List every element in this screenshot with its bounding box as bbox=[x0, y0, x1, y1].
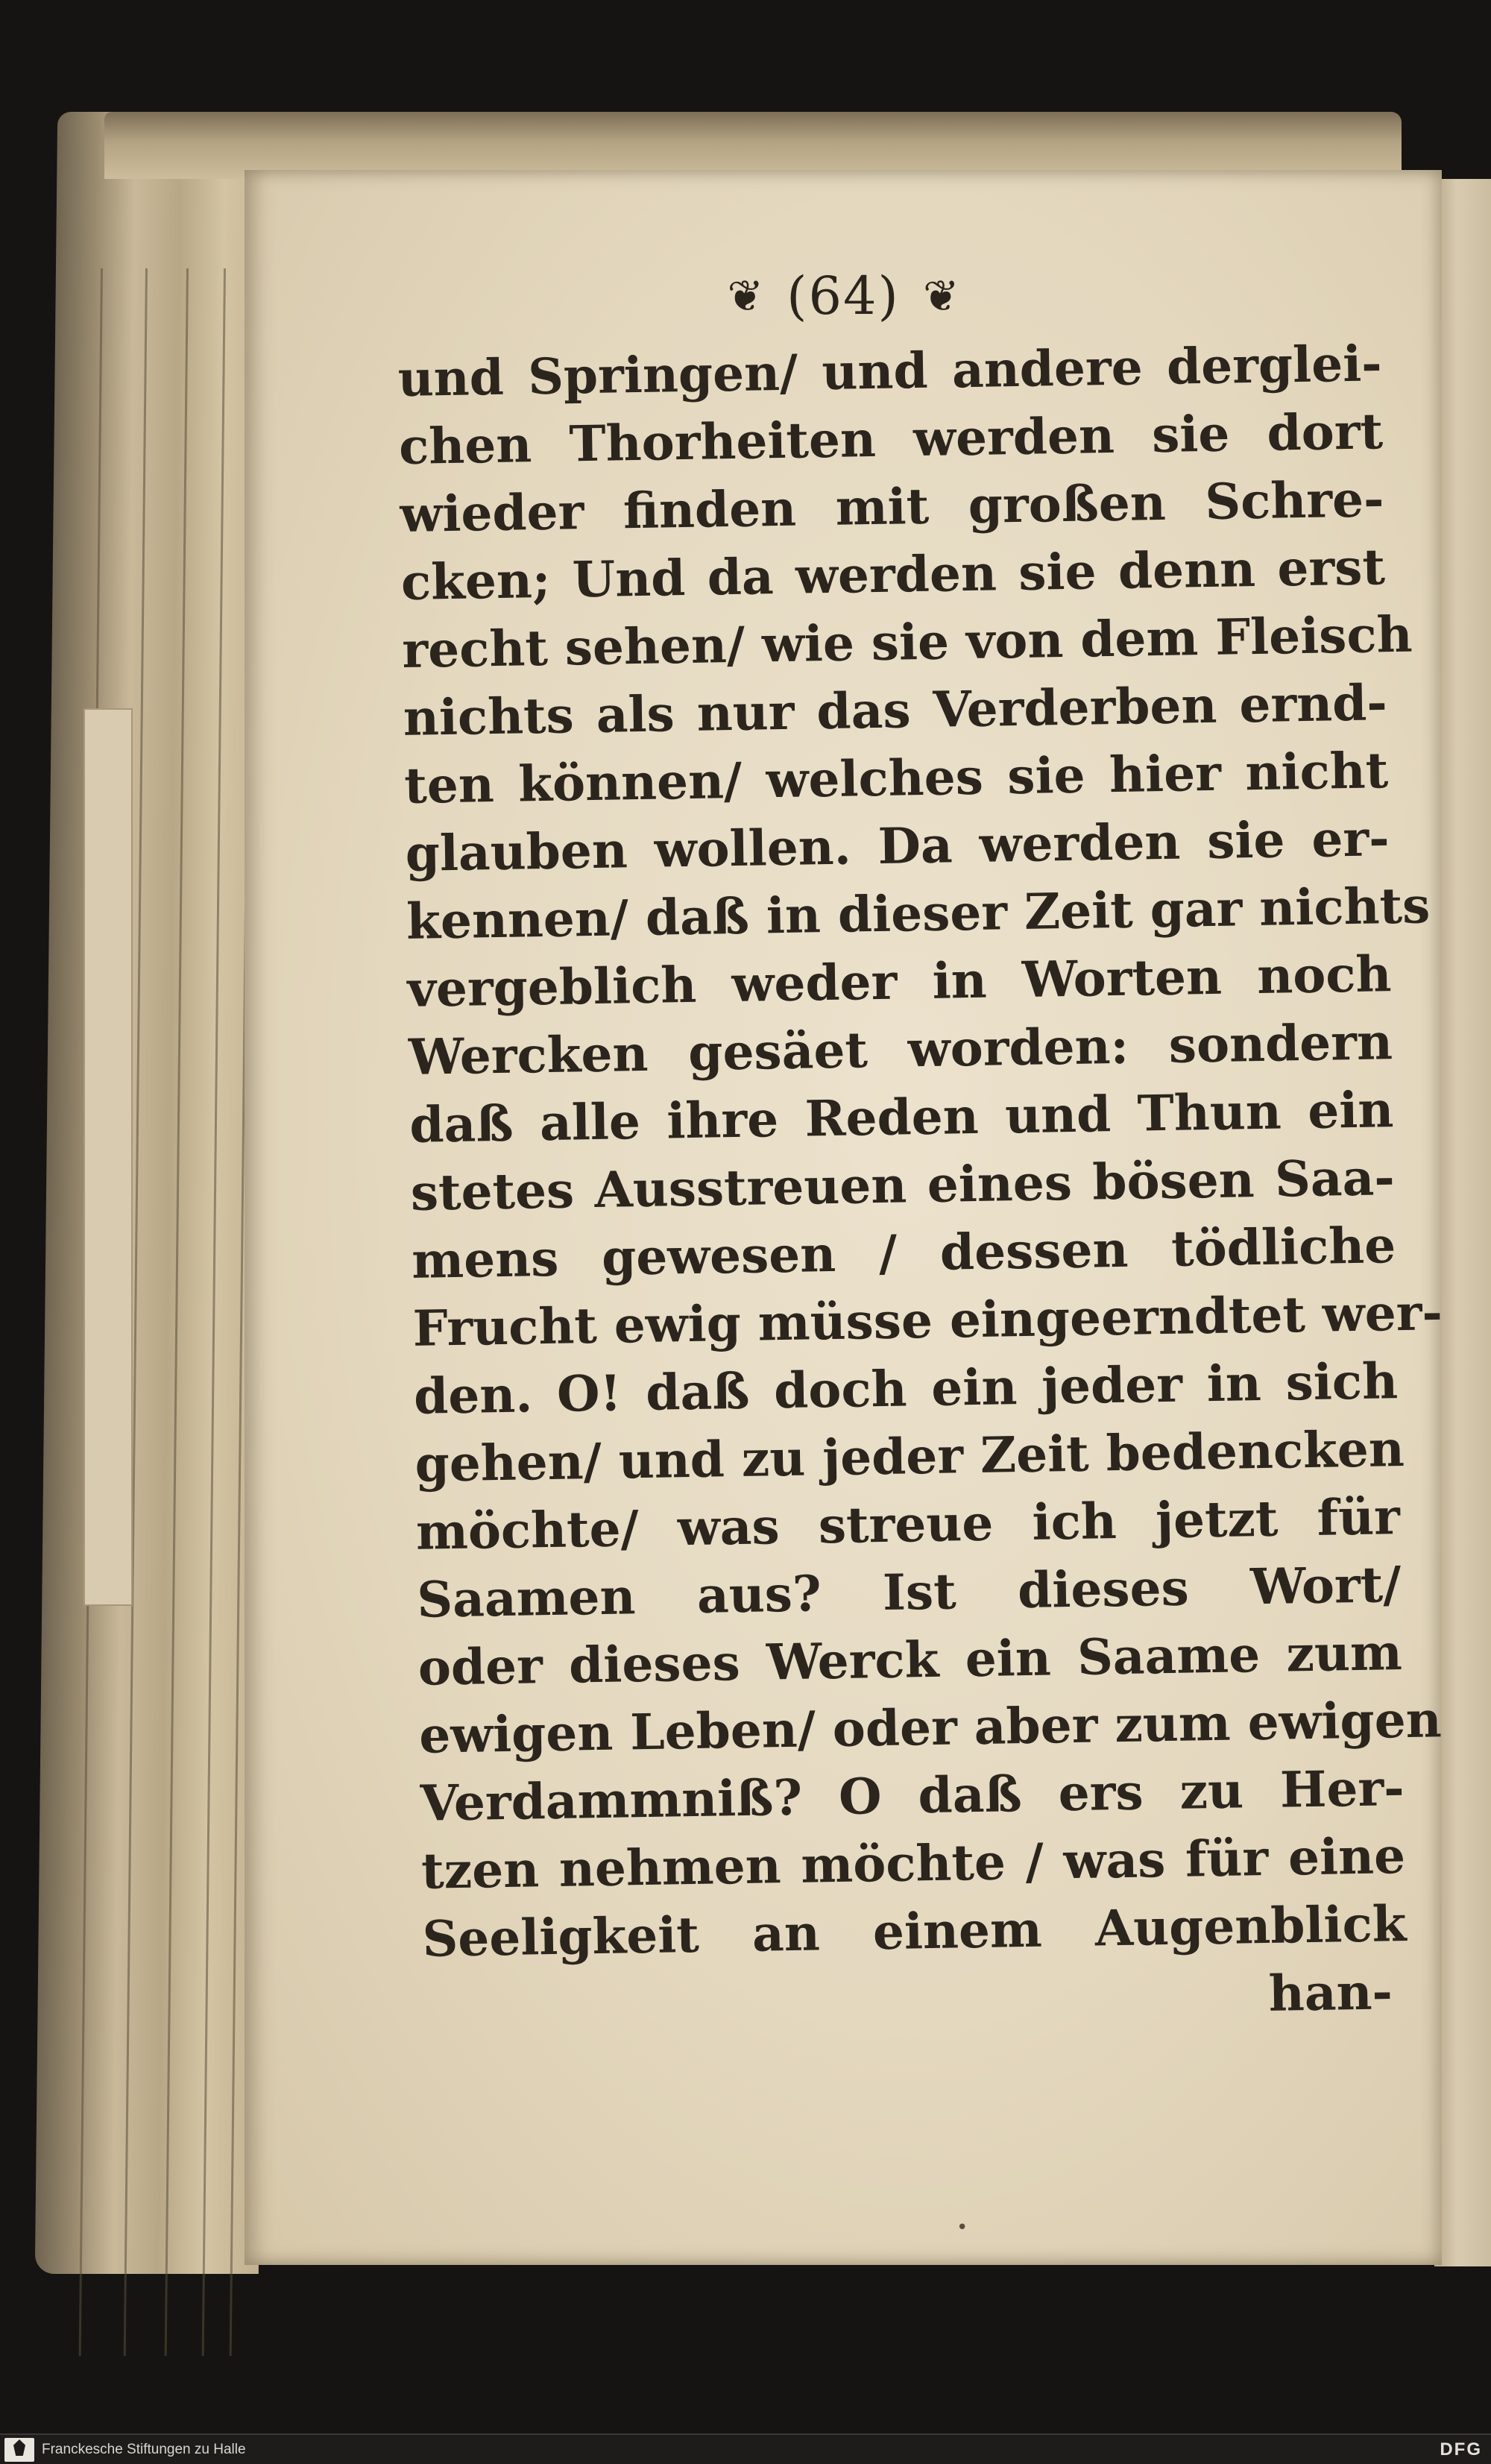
text-line: gehen/ und zu jeder Zeit bedencken bbox=[414, 1419, 1405, 1493]
text-line: Wercken gesäet worden: sondern bbox=[408, 1012, 1393, 1086]
text-line: Saamen aus? Ist dieses Wort/ bbox=[416, 1555, 1402, 1629]
text-line: Verdammniß? O daß ers zu Her- bbox=[420, 1759, 1405, 1833]
text-line: chen Thorheiten werden sie dort bbox=[398, 402, 1384, 476]
text-line: den. O! daß doch ein jeder in sich bbox=[413, 1352, 1399, 1425]
viewer-footer bbox=[0, 2433, 1491, 2464]
library-logo-icon bbox=[4, 2438, 34, 2462]
text-line: nichts als nur das Verderben ernd- bbox=[403, 673, 1388, 747]
text-line: cken; Und da werden sie denn erst bbox=[400, 538, 1386, 611]
text-line: glauben wollen. Da werden sie er- bbox=[405, 809, 1390, 883]
page-body-text bbox=[397, 330, 1443, 2041]
paper-slip bbox=[83, 708, 133, 1606]
text-line: ewigen Leben/ oder aber zum ewigen bbox=[418, 1690, 1443, 1765]
dfg-badge: DFG bbox=[1440, 2439, 1482, 2460]
page-edge-line bbox=[165, 268, 189, 2356]
text-line: und Springen/ und andere derglei- bbox=[397, 334, 1383, 408]
facing-page-edge bbox=[1434, 179, 1491, 2266]
page-number: (64) bbox=[787, 265, 900, 327]
text-line: daß alle ihre Reden und Thun ein bbox=[409, 1080, 1394, 1154]
text-line: wieder finden mit großen Schre- bbox=[399, 470, 1385, 543]
text-line: kennen/ daß in dieser Zeit gar nichts bbox=[406, 876, 1431, 951]
ornament-right-icon: ❦ bbox=[922, 271, 959, 321]
book-page bbox=[245, 170, 1442, 2265]
text-line: mens gewesen / dessen tödliche bbox=[411, 1216, 1396, 1290]
footer-credit: Franckesche Stiftungen zu Halle bbox=[42, 2442, 246, 2457]
text-line: Frucht ewig müsse eingeerndtet wer- bbox=[412, 1283, 1443, 1358]
catchword: han- bbox=[1268, 1962, 1393, 2023]
text-line: oder dieses Werck ein Saame zum bbox=[417, 1623, 1403, 1697]
page-mark: • bbox=[956, 2216, 968, 2239]
page-header bbox=[245, 265, 1442, 327]
text-line: stetes Ausstreuen eines bösen Saa- bbox=[410, 1148, 1396, 1222]
book-top-edge bbox=[104, 112, 1402, 179]
text-line: recht sehen/ wie sie von dem Fleisch bbox=[401, 605, 1413, 679]
page-edge-line bbox=[202, 268, 226, 2356]
ornament-left-icon: ❦ bbox=[727, 271, 764, 321]
text-line: vergeblich weder in Worten noch bbox=[406, 945, 1393, 1018]
text-line: möchte/ was streue ich jetzt für bbox=[415, 1487, 1401, 1561]
text-line: Seeligkeit an einem Augenblick bbox=[421, 1894, 1408, 1968]
text-line: tzen nehmen möchte / was für eine bbox=[420, 1827, 1406, 1900]
text-line: ten können/ welches sie hier nicht bbox=[403, 741, 1389, 815]
